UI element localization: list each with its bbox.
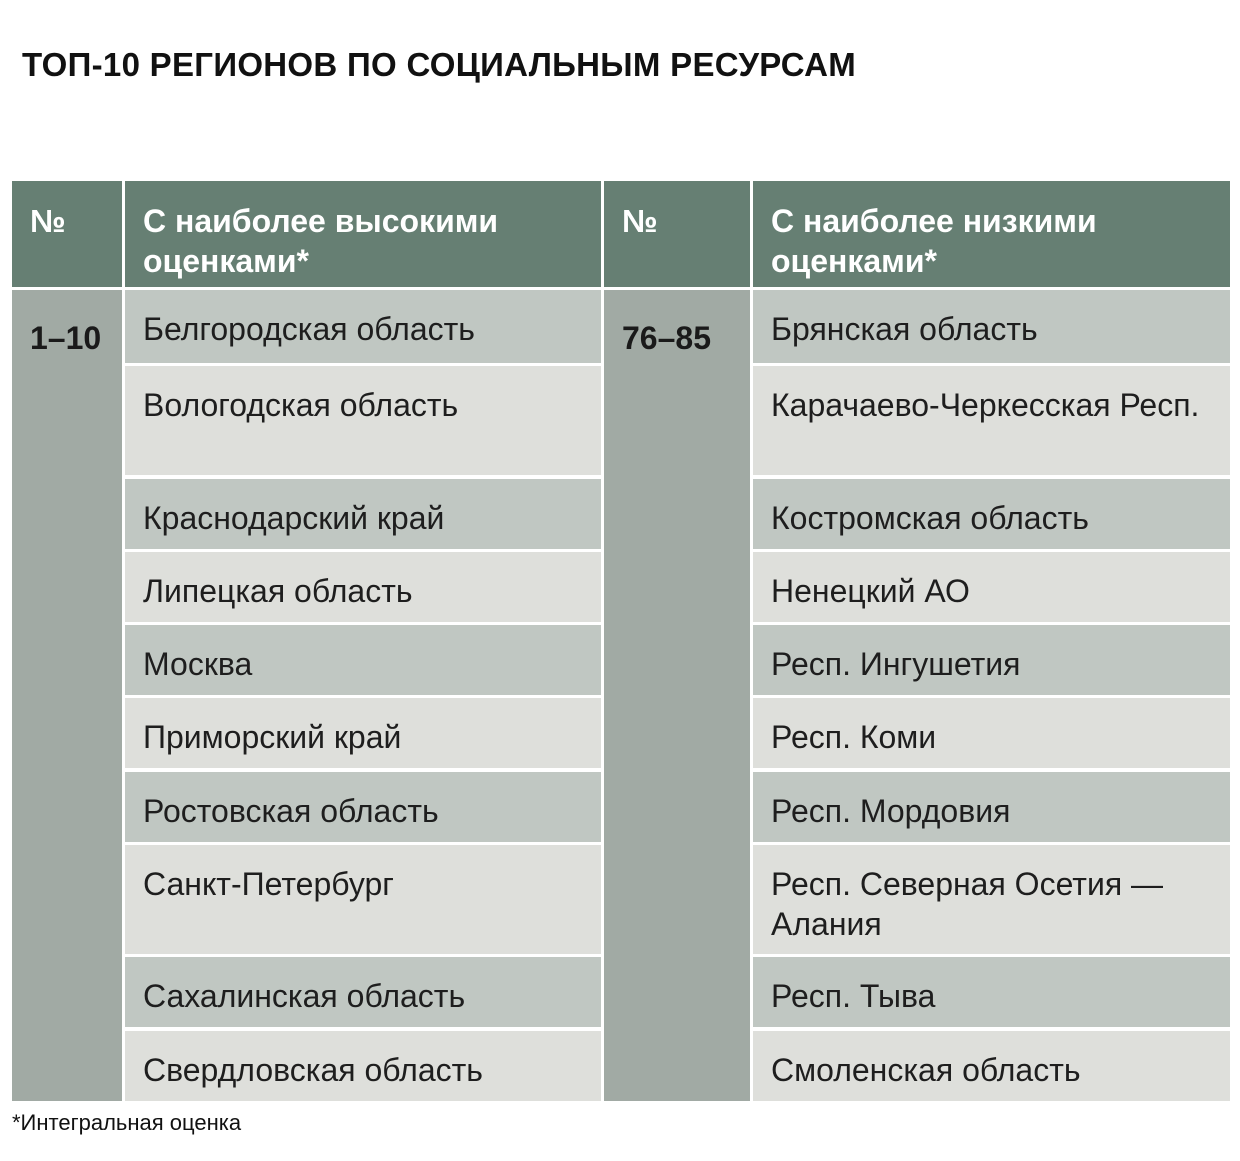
low-region-cell: Ненецкий АО xyxy=(753,549,1230,622)
low-region-cell: Респ. Коми xyxy=(753,695,1230,768)
low-region-cell: Респ. Тыва xyxy=(753,954,1230,1027)
high-region-cell: Вологодская область xyxy=(125,363,601,475)
page-title: ТОП-10 РЕГИОНОВ ПО СОЦИАЛЬНЫМ РЕСУРСАМ xyxy=(22,46,857,83)
low-region-cell: Респ. Северная Осетия — Алания xyxy=(753,842,1230,954)
regions-table xyxy=(12,181,1229,1101)
low-region-cell: Респ. Мордовия xyxy=(753,769,1230,842)
low-region-cell: Карачаево-Черкесская Респ. xyxy=(753,363,1230,475)
high-region-cell: Краснодарский край xyxy=(125,476,601,549)
low-region-cell: Костромская область xyxy=(753,476,1230,549)
header-high-scores: С наиболее высокими оценками* xyxy=(125,181,601,290)
low-region-cell: Смоленская область xyxy=(753,1028,1230,1101)
high-region-cell: Ростовская область xyxy=(125,769,601,842)
rank-low: 76–85 xyxy=(604,290,750,1101)
high-region-cell: Приморский край xyxy=(125,695,601,768)
footnote: *Интегральная оценка xyxy=(12,1110,242,1135)
high-region-cell: Сахалинская область xyxy=(125,954,601,1027)
high-region-cell: Белгородская область xyxy=(125,290,601,363)
high-region-cell: Свердловская область xyxy=(125,1028,601,1101)
header-low-scores: С наиболее низкими оценками* xyxy=(753,181,1230,290)
high-region-cell: Москва xyxy=(125,622,601,695)
high-region-cell: Липецкая область xyxy=(125,549,601,622)
high-region-cell: Санкт-Петербург xyxy=(125,842,601,954)
low-region-cell: Респ. Ингушетия xyxy=(753,622,1230,695)
header-number-right: № xyxy=(604,181,750,290)
header-number-left: № xyxy=(12,181,122,290)
rank-high: 1–10 xyxy=(12,290,122,1101)
low-region-cell: Брянская область xyxy=(753,290,1230,363)
